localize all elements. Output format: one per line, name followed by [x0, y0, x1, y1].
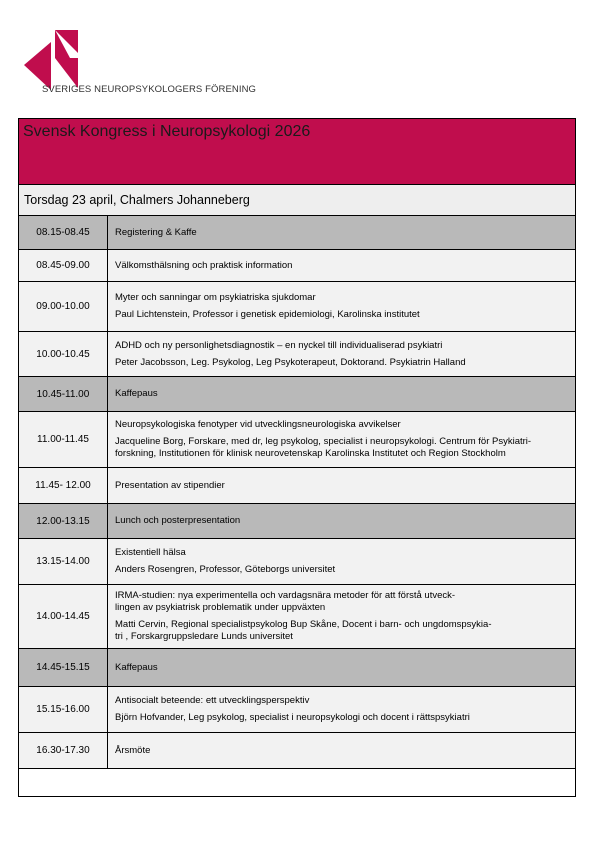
table-row — [19, 468, 575, 504]
session-time: 09.00-10.00 — [19, 282, 108, 331]
table-row — [19, 377, 575, 412]
page-title: Svensk Kongress i Neuropsykologi 2026 — [23, 123, 311, 140]
table-row — [19, 282, 575, 332]
session-speaker: Peter Jacobsson, Leg. Psykolog, Leg Psykoterapeut, Doktorand. Psykiatrin Halland — [115, 356, 466, 368]
session-speaker: Jacqueline Borg, Forskare, med dr, leg psykolog, specialist i neuropsykologi. Centrum för Psykiatri- forskning, Institutionen för klinisk neurovetenskap Karolinska Institutet och Region Stockholm — [115, 436, 532, 459]
session-title: Kaffepaus — [115, 661, 158, 673]
table-row — [19, 412, 575, 468]
session-title: Neuropsykologiska fenotyper vid utvecklingsneurologiska avvikelser — [115, 419, 401, 430]
session-time: 14.00-14.45 — [19, 585, 108, 648]
logo-mark-icon — [22, 30, 80, 90]
session-title: Myter och sanningar om psykiatriska sjukdomar — [115, 292, 316, 303]
session-title: Årsmöte — [115, 744, 151, 756]
session-time: 10.45-11.00 — [19, 377, 108, 411]
session-time: 13.15-14.00 — [19, 539, 108, 584]
session-time: 10.00-10.45 — [19, 332, 108, 376]
table-row — [19, 585, 575, 649]
table-row — [19, 649, 575, 687]
session-title: Presentation av stipendier — [115, 479, 225, 491]
program-table — [18, 118, 576, 797]
table-row — [19, 216, 575, 250]
session-time: 08.15-08.45 — [19, 216, 108, 249]
session-time: 12.00-13.15 — [19, 504, 108, 538]
session-speaker: Björn Hofvander, Leg psykolog, specialist i neuropsykologi och docent i rättspsykiatri — [115, 712, 470, 723]
title-band — [19, 119, 575, 185]
session-title: Lunch och posterpresentation — [115, 515, 241, 526]
session-speaker: Paul Lichtenstein, Professor i genetisk epidemiologi, Karolinska institutet — [115, 309, 420, 320]
session-speaker: Matti Cervin, Regional specialistpsykolog Bup Skåne, Docent i barn- och ungdomspsykia- tri , Forskargruppsledare Lunds universitet — [115, 619, 492, 642]
session-title: ADHD och ny personlighetsdiagnostik – en nyckel till individualiserad psykiatri — [115, 339, 443, 351]
table-row — [19, 733, 575, 769]
table-row — [19, 539, 575, 585]
day-location-bar — [19, 185, 575, 216]
session-title: Kaffepaus — [115, 388, 158, 399]
session-title: Antisocialt beteende: ett utvecklingsperspektiv — [115, 695, 310, 706]
table-row — [19, 332, 575, 377]
day-location: Torsdag 23 april, Chalmers Johanneberg — [24, 193, 250, 207]
session-title: Existentiell hälsa — [115, 547, 186, 558]
session-title: Välkomsthälsning och praktisk information — [115, 259, 293, 271]
table-row — [19, 687, 575, 733]
session-time: 11.45- 12.00 — [19, 468, 108, 503]
session-time: 15.15-16.00 — [19, 687, 108, 732]
session-title: Registering & Kaffe — [115, 226, 197, 238]
session-time: 16.30-17.30 — [19, 733, 108, 768]
session-time: 11.00-11.45 — [19, 412, 108, 467]
session-time: 08.45-09.00 — [19, 250, 108, 281]
org-name: SVERIGES NEUROPSYKOLOGERS FÖRENING — [42, 84, 257, 95]
session-speaker: Anders Rosengren, Professor, Göteborgs universitet — [115, 564, 336, 575]
session-title: IRMA-studien: nya experimentella och vardagsnära metoder för att förstå utveck- lingen av psykiatrisk problematik under uppväxten — [115, 590, 456, 613]
session-time: 14.45-15.15 — [19, 649, 108, 686]
table-row — [19, 504, 575, 539]
table-row — [19, 250, 575, 282]
